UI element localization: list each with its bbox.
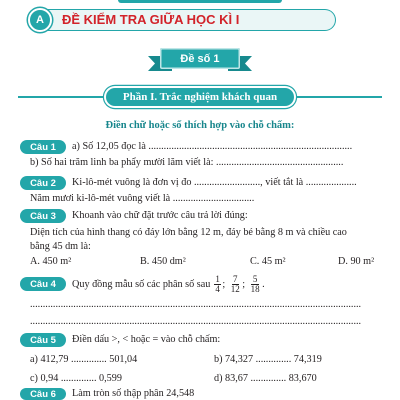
question-3-stem-line-1: Diện tích của hình thang có đáy lớn bằng 12 m, đáy bé bằng 8 m và chiều cao [30, 227, 347, 238]
question-4-prompt [72, 274, 374, 296]
fraction-2-denominator: 12 [230, 284, 240, 295]
fraction-3-end-mark: . [262, 279, 265, 290]
section-instruction: Điền chữ hoặc số thích hợp vào chỗ chấm: [105, 120, 295, 131]
fraction-2-numerator: 7 [233, 274, 238, 284]
part-heading: Phần I. Trắc nghiệm khách quan [106, 88, 294, 106]
question-4-text: Quy đồng mẫu số các phân số sau [72, 279, 211, 290]
question-5-item-a: a) 412,79 .............. 501,04 [30, 354, 138, 365]
question-4-label: Câu 4 [20, 277, 66, 291]
question-3-label: Câu 3 [20, 209, 66, 223]
question-1-part-b: b) Số hai trăm linh ba phẩy mười lăm viết là: .................................................. [30, 157, 344, 168]
fraction-3-numerator: 5 [252, 274, 258, 284]
fraction-2 [229, 275, 241, 295]
question-3-prompt: Khoanh vào chữ đặt trước câu trả lời đúng: [72, 210, 248, 221]
question-1-part-a: a) Số 12,05 đọc là ................................................................................ [72, 141, 353, 152]
fraction-3 [249, 275, 261, 295]
question-2-line-1: Ki-lô-mét vuông là đơn vị đo .........................., viết tắt là .................... [72, 177, 357, 188]
page-title: ĐỀ KIỂM TRA GIỮA HỌC KÌ I [62, 12, 240, 27]
question-3-option-a: A. 450 m² [30, 256, 72, 267]
question-3-stem-line-2: bằng 45 dm là: [30, 241, 91, 252]
question-3-option-b: B. 450 dm² [140, 256, 186, 267]
question-4-answer-line-2: .................................................................................................................................. [30, 316, 362, 327]
question-1-label: Câu 1 [20, 140, 66, 154]
question-2-line-2: Năm mươi ki-lô-mét vuông viết là ................................ [30, 193, 255, 204]
question-3-option-d: D. 90 m² [338, 256, 375, 267]
question-6-prompt: Làm tròn số thập phân 24,548 [72, 388, 195, 399]
question-2-label: Câu 2 [20, 176, 66, 190]
fraction-1 [214, 275, 222, 295]
question-6-label: Câu 6 [20, 388, 66, 400]
question-5-label: Câu 5 [20, 333, 66, 347]
question-4-answer-line-1: .................................................................................................................................. [30, 299, 362, 310]
question-5-item-b: b) 74,327 .............. 74,319 [214, 354, 322, 365]
question-5-item-c: c) 0,94 .............. 0,599 [30, 373, 122, 384]
exam-number-badge: Đề số 1 [160, 48, 240, 69]
fraction-1-denominator: 4 [215, 284, 220, 295]
question-5-item-d: d) 83,67 .............. 83,670 [214, 373, 317, 384]
question-5-prompt: Điền dấu >, < hoặc = vào chỗ chấm: [72, 334, 221, 345]
fraction-3-denominator: 18 [250, 284, 260, 295]
section-marker: A [28, 8, 52, 32]
fraction-2-separator: ; [242, 279, 246, 290]
fraction-1-separator: ; [222, 279, 226, 290]
fraction-1-numerator: 1 [215, 274, 220, 284]
top-decor-strip [118, 0, 282, 3]
question-3-option-c: C. 45 m² [250, 256, 286, 267]
